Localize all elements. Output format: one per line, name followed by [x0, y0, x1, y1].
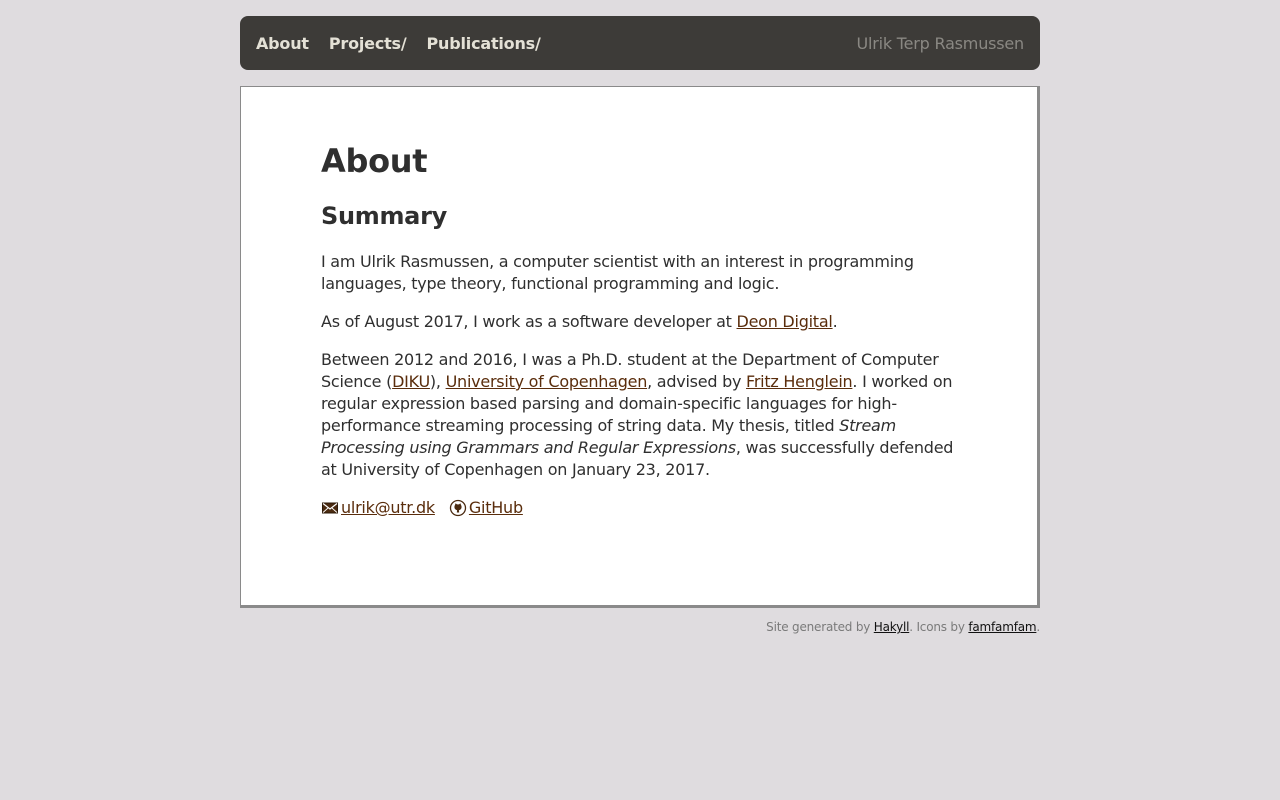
university-link[interactable]: University of Copenhagen	[445, 372, 648, 391]
top-nav	[240, 16, 1040, 70]
footer-text-3: .	[1036, 620, 1040, 634]
nav-link-publications[interactable]: Publications/	[426, 33, 541, 53]
email-icon	[321, 499, 339, 517]
email-contact	[321, 497, 435, 519]
employment-paragraph	[321, 311, 961, 333]
diku-link[interactable]: DIKU	[392, 372, 430, 391]
advisor-link[interactable]: Fritz Henglein	[746, 372, 853, 391]
footer-text-1: Site generated by	[766, 620, 874, 634]
site-name: Ulrik Terp Rasmussen	[856, 33, 1024, 53]
github-contact	[449, 497, 523, 519]
thesis-title: Stream Processing using Grammars and Regular Expressions	[321, 416, 896, 457]
phd-text-1: Between 2012 and 2016, I was a Ph.D. student at the Department of Computer Science (	[321, 350, 939, 391]
phd-text-2: ),	[429, 372, 446, 391]
deon-digital-link[interactable]: Deon Digital	[736, 312, 833, 331]
section-title-summary: Summary	[321, 202, 447, 230]
famfamfam-link[interactable]: famfamfam	[968, 620, 1037, 634]
github-link[interactable]: GitHub	[468, 498, 523, 517]
nav-link-projects[interactable]: Projects/	[328, 33, 407, 53]
phd-text-5: , was successfully defended at University of Copenhagen on January 23, 2017.	[321, 438, 954, 479]
page-wrapper	[240, 16, 1040, 634]
phd-text-3: , advised by	[647, 372, 747, 391]
employment-text-end: .	[832, 312, 838, 331]
footer-text-2: . Icons by	[909, 620, 969, 634]
phd-paragraph	[321, 349, 961, 481]
employment-text: As of August 2017, I work as a software developer at	[321, 312, 737, 331]
contact-links	[321, 497, 961, 519]
email-link[interactable]: ulrik@utr.dk	[341, 498, 435, 517]
page-title: About	[321, 142, 428, 180]
footer	[240, 620, 1040, 634]
nav-link-about[interactable]: About	[256, 33, 309, 53]
main-content	[321, 141, 961, 519]
hakyll-link[interactable]: Hakyll	[873, 620, 910, 634]
intro-paragraph: I am Ulrik Rasmussen, a computer scientist with an interest in programming languages, type theory, functional programming and logic.	[321, 252, 914, 293]
content-card	[240, 86, 1040, 608]
nav-links	[256, 34, 541, 53]
github-icon	[449, 499, 467, 517]
phd-text-4: . I worked on regular expression based parsing and domain-specific languages for high-performance streaming processing of string data. My thesis, titled	[321, 372, 953, 435]
